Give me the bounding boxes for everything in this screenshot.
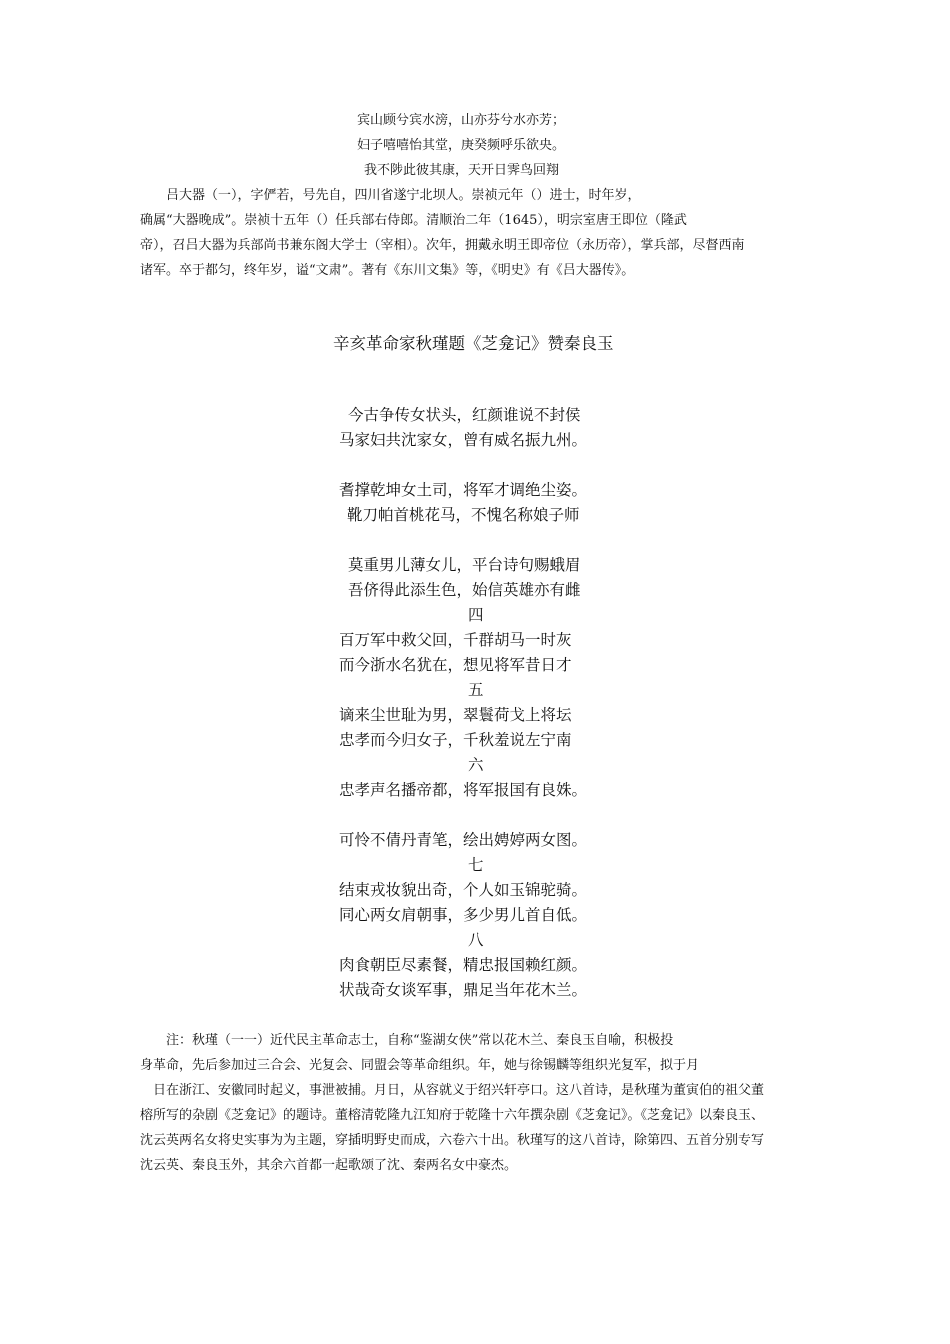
note-line-2: 身革命，先后参加过三合会、光复会、同盟会等革命组织。年，她与徐锡麟等组织光复军，拟于月 bbox=[140, 1058, 700, 1073]
top-poem-line-2: 妇子嘻嘻怡其堂，庚癸频呼乐欲央。 bbox=[357, 138, 566, 153]
poem-2-line-2: 靴刀帕首桃花马，不愧名称娘子师 bbox=[347, 506, 580, 524]
note-line-1: 注：秋瑾（一一）近代民主革命志士，自称“鉴湖女侠”常以花木兰、秦良玉自喻，积极投 bbox=[166, 1033, 674, 1048]
poem-2-line-1: 耆撑乾坤女土司，将军才调绝尘姿。 bbox=[339, 481, 588, 499]
poem-6-line-1: 忠孝声名播帝都，将军报国有良姝。 bbox=[339, 781, 588, 799]
poem-1-line-2: 马家妇共沈家女，曾有威名振九州。 bbox=[339, 431, 588, 449]
note-line-5: 沈云英两名女将史实事为为主题，穿插明野史而成，六卷六十出。秋瑾写的这八首诗，除第四、五首分别专写 bbox=[140, 1133, 765, 1148]
note-line-3: 日在浙江、安徽同时起义，事泄被捕。月日，从容就义于绍兴轩亭口。这八首诗，是秋瑾为董寅伯的祖父董 bbox=[153, 1083, 765, 1098]
poem-1-line-1: 今古争传女状头，红颜谁说不封侯 bbox=[348, 406, 581, 424]
bio-line-2: 确属“大器晚成”。崇祯十五年（）任兵部右侍郎。清顺治二年（1645），明宗室唐王即位（隆武 bbox=[140, 213, 687, 228]
page-title: 辛亥革命家秋瑾题《芝龛记》赞秦良玉 bbox=[333, 334, 614, 353]
poem-8-number: 八 bbox=[468, 931, 484, 949]
note-line-6: 沈云英、秦良玉外，其余六首都一起歌颂了沈、秦两名女中豪杰。 bbox=[140, 1158, 518, 1173]
poem-7-line-1: 结束戎妆貌出奇，个人如玉锦驼骑。 bbox=[339, 881, 588, 899]
poem-6-line-2: 可怜不倩丹青笔，绘出娉婷两女图。 bbox=[339, 831, 588, 849]
poem-5-line-1: 谪来尘世耻为男，翠鬟荷戈上将坛 bbox=[339, 706, 572, 724]
note-line-4: 榕所写的杂剧《芝龛记》的题诗。董榕清乾隆九江知府于乾隆十六年撰杂剧《芝龛记》。《芝龛记》以秦良玉、 bbox=[140, 1108, 765, 1123]
poem-4-number: 四 bbox=[468, 606, 484, 624]
poem-7-line-2: 同心两女肩朝事，多少男儿首自低。 bbox=[339, 906, 588, 924]
top-poem-line-3: 我不陟此彼其康，天开日霁鸟回翔 bbox=[364, 163, 560, 178]
bio-line-3: 帝），召吕大器为兵部尚书兼东阁大学士（宰相）。次年，拥戴永明王即帝位（永历帝），掌兵部，尽督西南 bbox=[140, 238, 745, 253]
top-poem-line-1: 宾山顾兮宾水滂，山亦芬兮水亦芳； bbox=[357, 113, 566, 128]
poem-7-number: 七 bbox=[468, 856, 484, 874]
poem-8-line-1: 肉食朝臣尽素餐，精忠报国赖红颜。 bbox=[339, 956, 588, 974]
poem-5-line-2: 忠孝而今归女子，千秋羞说左宁南 bbox=[339, 731, 572, 749]
poem-5-number: 五 bbox=[468, 681, 484, 699]
bio-line-4: 诸军。卒于都匀，终年岁，谥“文肃”。著有《东川文集》等，《明史》有《吕大器传》。 bbox=[140, 263, 635, 278]
bio-line-1: 吕大器（一），字俨若，号先自，四川省遂宁北坝人。崇祯元年（）进士，时年岁， bbox=[166, 188, 641, 203]
poem-6-number: 六 bbox=[468, 756, 484, 774]
poem-8-line-2: 状哉奇女谈军事，鼎足当年花木兰。 bbox=[339, 981, 588, 999]
poem-3-line-1: 莫重男儿薄女儿，平台诗句赐蛾眉 bbox=[348, 556, 581, 574]
poem-4-line-2: 而今浙水名犹在，想见将军昔日才 bbox=[339, 656, 572, 674]
poem-4-line-1: 百万军中救父回，千群胡马一时灰 bbox=[339, 631, 572, 649]
poem-3-line-2: 吾侪得此添生色，始信英雄亦有雌 bbox=[348, 581, 581, 599]
